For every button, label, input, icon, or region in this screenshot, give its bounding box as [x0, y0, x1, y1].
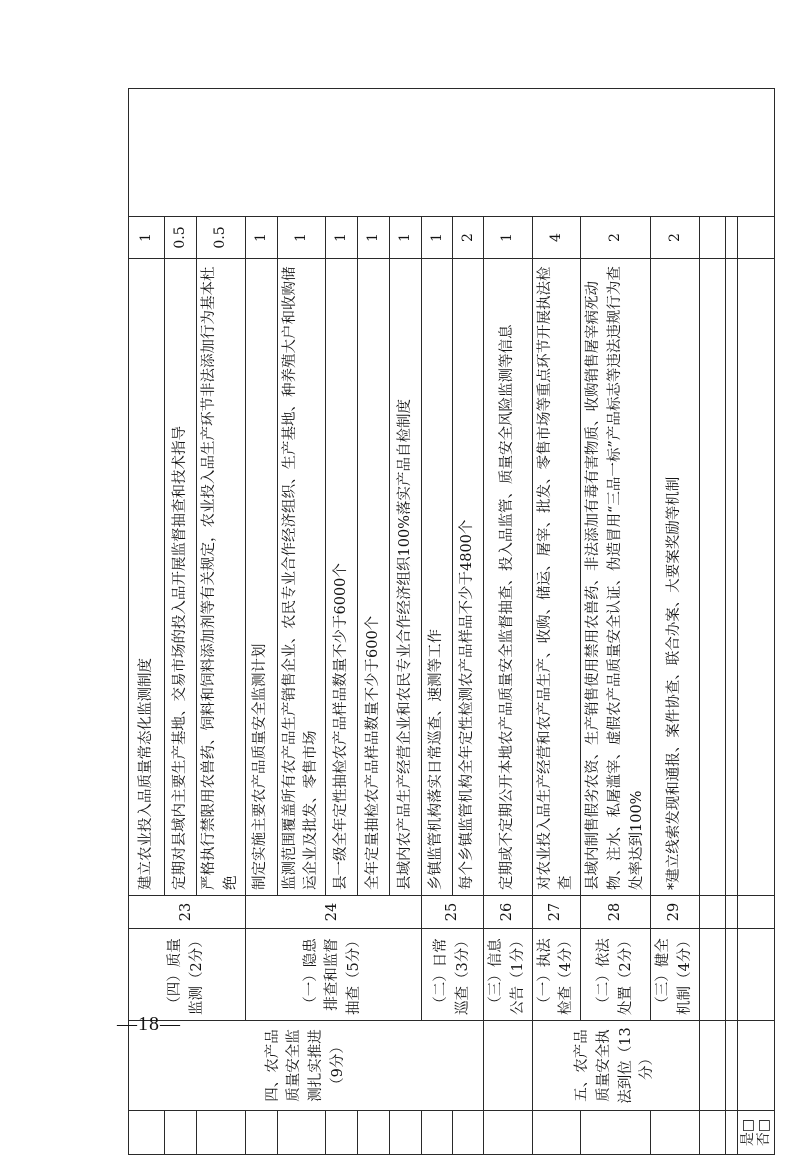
item-score: 1: [390, 217, 422, 259]
sub-hidden-risk: （一）隐患排查和监督抽查（5分）: [245, 929, 422, 1021]
item-score: 1: [129, 217, 165, 259]
item-text: 建立农业投入品质量常态化监测制度: [129, 259, 165, 896]
item-text: 县域内制售假劣农资、生产销售使用禁用农兽药、非法添加有毒有害物质、收购销售屠宰病死动物、注水、私屠滥宰、虚假农产品质量安全认证、伪造冒用“三品一标”产品标志等违法违规行为查处率达到100%: [581, 259, 651, 896]
item-text: 县一级全年定性抽检农产品样品数量不少于6000个: [326, 259, 358, 896]
item-text: *建立线索发现和通报、案件协查、联合办案、大要案奖励等机制: [651, 259, 700, 896]
item-score: 0.5: [197, 217, 246, 259]
yes-no-checkbox-label: 是□ 否□: [737, 1111, 774, 1155]
item-score: 1: [422, 217, 453, 259]
sub-quality-monitoring: （四）质量监测（2分）: [129, 929, 246, 1021]
sub-daily-patrol: （二）日常巡查（3分）: [422, 929, 484, 1021]
item-score: 1: [326, 217, 358, 259]
item-number: 28: [581, 896, 651, 929]
table-row: [422, 89, 453, 1155]
table-row: [737, 89, 774, 1155]
page-number: —18—: [117, 1013, 181, 1035]
item-score: 1: [358, 217, 390, 259]
item-text: 定期对县域内主要生产基地、交易市场的投入品开展监督抽查和技术指导: [165, 259, 197, 896]
sub-enforcement-inspection: （一）执法检查（4分）: [532, 929, 581, 1021]
item-text: 监测范围覆盖所有农产品生产销售企业、农民专业合作经济组织、生产基地、种养殖大户和收购储运企业及批发、零售市场: [277, 259, 326, 896]
section-four-label: 四、农产品质量安全监测扎实推进（9分）: [129, 1021, 484, 1111]
sub-lawful-handling: （二）依法处置（2分）: [581, 929, 651, 1021]
item-number: 24: [245, 896, 422, 929]
item-text: 严格执行禁限用农兽药、饲料和饲料添加剂等有关规定，农业投入品生产环节非法添加行为基本杜绝: [197, 259, 246, 896]
item-text: 县域内农产品生产经营企业和农民专业合作经济组织100%落实产品自检制度: [390, 259, 422, 896]
table-row: [651, 89, 700, 1155]
item-score: 4: [532, 217, 581, 259]
table-row: [484, 89, 533, 1155]
item-score: 0.5: [165, 217, 197, 259]
item-number: 26: [484, 896, 533, 929]
item-text: 每个乡镇监管机构全年定性检测农产品样品不少于4800个: [453, 259, 484, 896]
table-row: [129, 89, 165, 1155]
item-score: 1: [484, 217, 533, 259]
item-text: 制定实施主要农产品质量安全监测计划: [245, 259, 277, 896]
item-score: 2: [651, 217, 700, 259]
item-text: 全年定量抽检农产品样品数量不少于600个: [358, 259, 390, 896]
table-row: [245, 89, 277, 1155]
table-row: [532, 89, 581, 1155]
rotated-table-page: [128, 89, 772, 1155]
item-number: 27: [532, 896, 581, 929]
remarks-column: [129, 89, 775, 217]
item-score: 2: [453, 217, 484, 259]
item-text: 乡镇监管机构落实日常巡查、速测等工作: [422, 259, 453, 896]
sub-sound-mechanism: （三）健全机制（4分）: [651, 929, 700, 1021]
item-number: 29: [651, 896, 700, 929]
assessment-table: [128, 88, 775, 1155]
item-score: 1: [277, 217, 326, 259]
table-row: [581, 89, 651, 1155]
item-number: 25: [422, 896, 484, 929]
item-text: 定期或不定期公开本地农产品质量安全监督抽查、投入品监管、质量安全风险监测等信息: [484, 259, 533, 896]
table-row: [699, 89, 725, 1155]
item-score: 2: [581, 217, 651, 259]
item-text: 对农业投入品生产经营和农产品生产、收购、储运、屠宰、批发、零售市场等重点环节开展执法检查: [532, 259, 581, 896]
item-score: 1: [245, 217, 277, 259]
item-number: 23: [129, 896, 246, 929]
sub-info-disclosure: （三）信息公告（1分）: [484, 929, 533, 1021]
section-five-label: 五、农产品质量安全执法到位（13分）: [532, 1021, 699, 1111]
table-row: [725, 89, 737, 1155]
